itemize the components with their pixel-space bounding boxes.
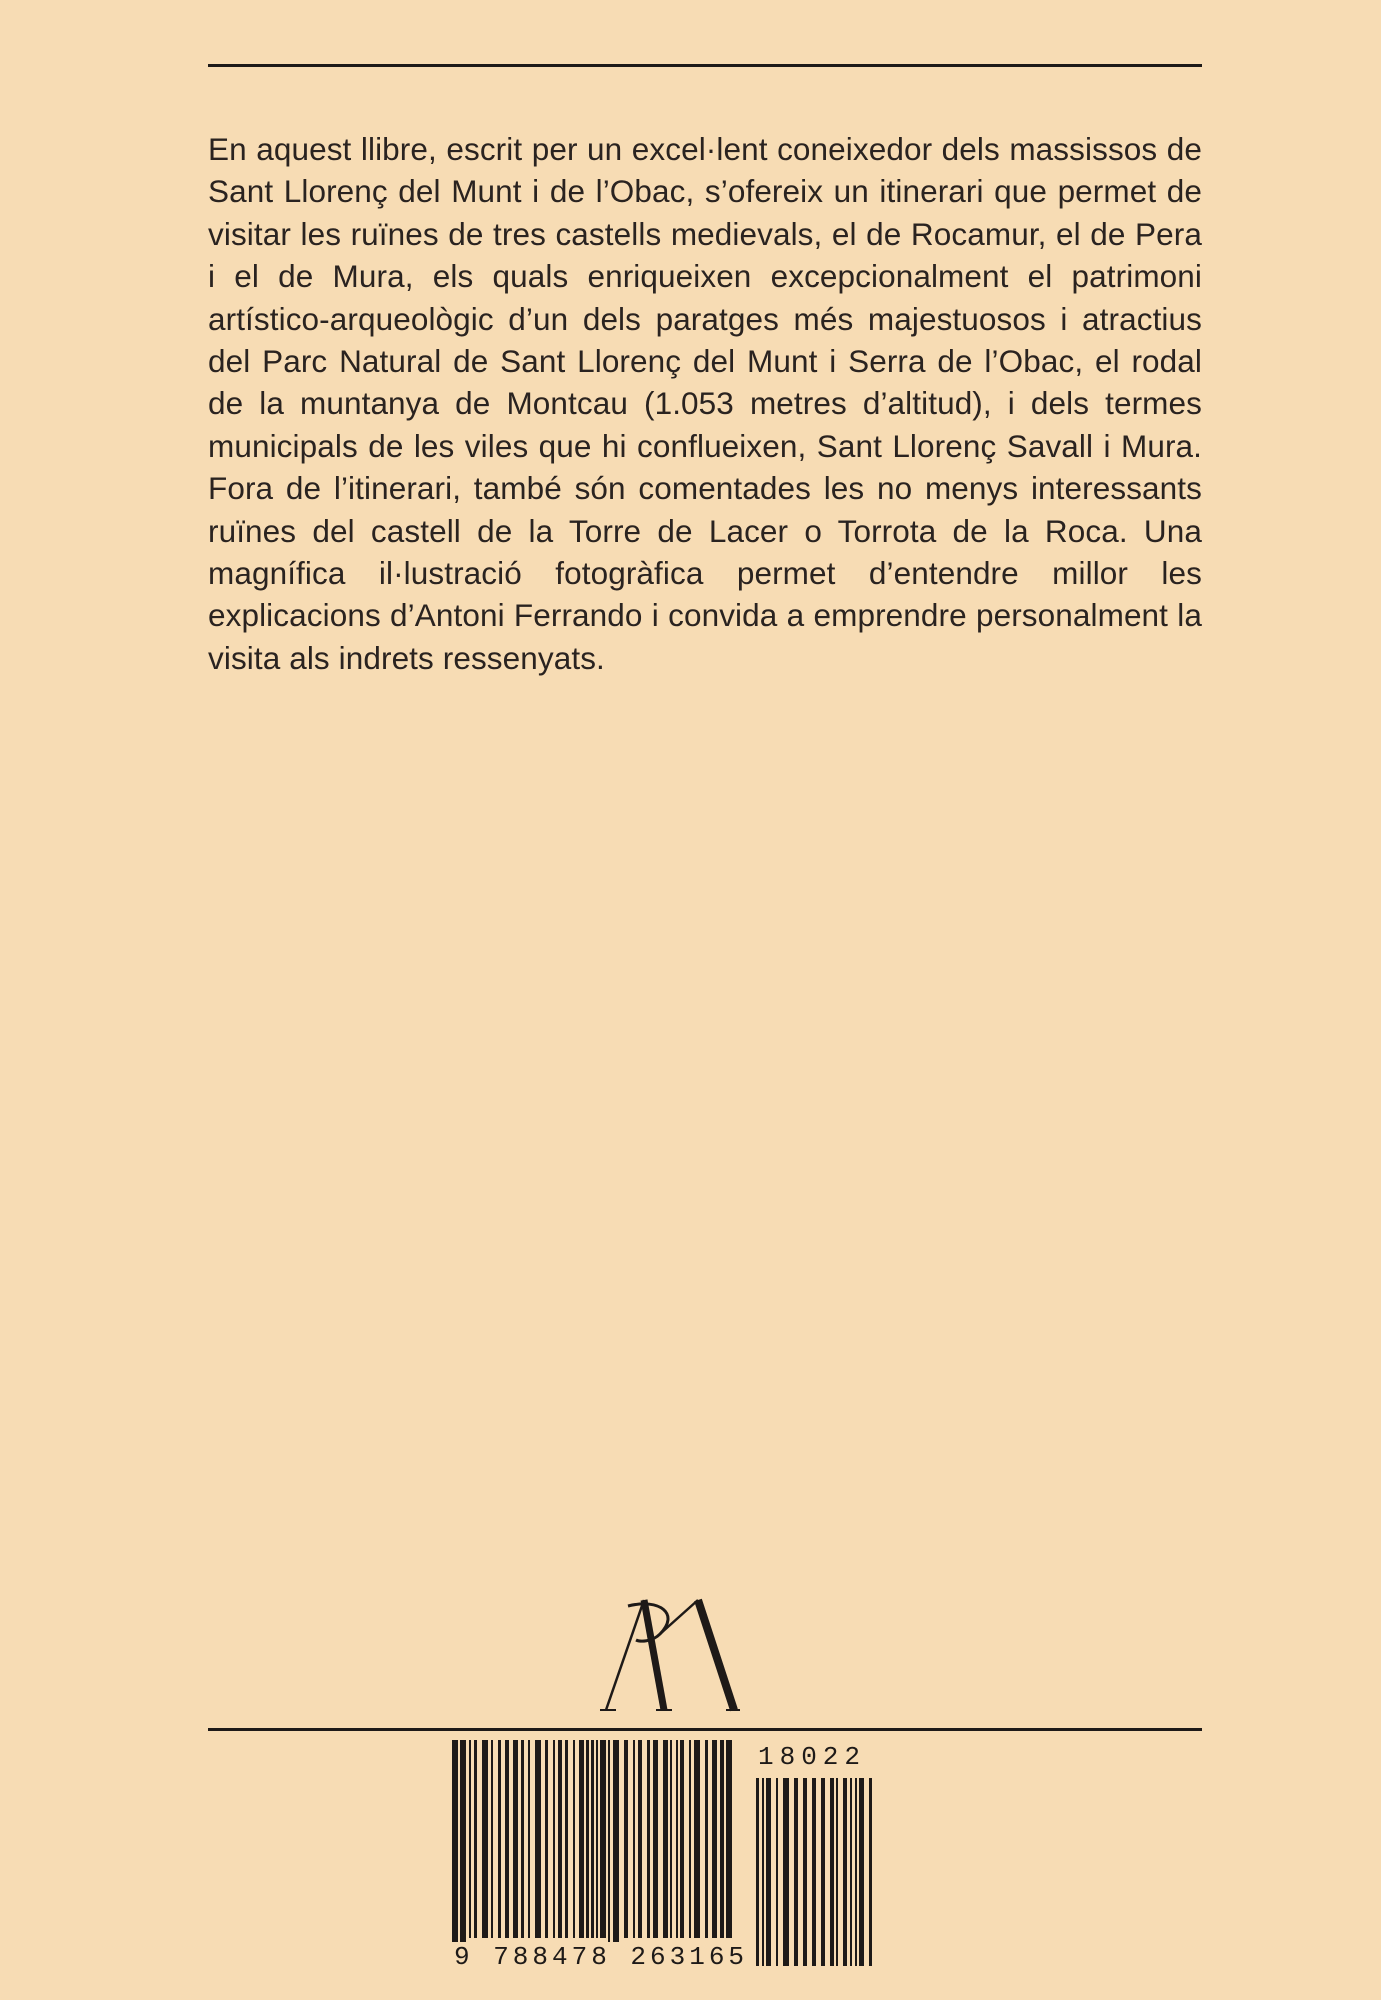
- barcode-bar: [596, 1740, 598, 1938]
- barcode-bar: [474, 1740, 477, 1938]
- barcode-bar: [553, 1740, 555, 1938]
- barcode-bar: [855, 1778, 857, 1966]
- barcode-bar: [624, 1740, 628, 1938]
- barcode-bar: [830, 1778, 834, 1966]
- barcode-bar: [676, 1740, 678, 1938]
- barcode-bar: [600, 1740, 606, 1938]
- barcode-bar: [712, 1740, 717, 1938]
- barcode-bar: [653, 1740, 658, 1938]
- barcode-bar: [720, 1740, 724, 1938]
- barcode-bar: [705, 1740, 708, 1938]
- barcode-bar: [803, 1778, 807, 1966]
- barcode-bar: [647, 1740, 650, 1938]
- barcode-bar: [591, 1740, 594, 1938]
- barcode-bar: [670, 1740, 672, 1938]
- barcode-bar: [821, 1778, 825, 1966]
- barcode: [436, 1738, 886, 1978]
- barcode-bar: [812, 1778, 816, 1966]
- barcode-bar: [558, 1740, 562, 1938]
- barcode-bar: [633, 1740, 635, 1938]
- barcode-bar: [689, 1740, 691, 1938]
- top-rule: [208, 64, 1202, 67]
- barcode-bar: [869, 1778, 872, 1966]
- barcode-bar: [776, 1778, 778, 1966]
- barcode-bar: [836, 1778, 838, 1966]
- barcode-bar: [726, 1740, 732, 1938]
- barcode-bar: [586, 1740, 589, 1938]
- isbn-digits: 9 788478 263165: [454, 1942, 749, 1972]
- barcode-bar: [794, 1778, 798, 1966]
- barcode-bar: [545, 1740, 548, 1938]
- barcode-bar: [638, 1740, 642, 1938]
- barcode-bar: [469, 1740, 471, 1938]
- barcode-bar: [505, 1740, 509, 1938]
- barcode-bar: [766, 1778, 771, 1966]
- barcode-bar: [573, 1740, 575, 1938]
- barcode-bar: [452, 1740, 458, 1952]
- publisher-logo: [600, 1594, 740, 1714]
- addon-digits: 18022: [758, 1742, 867, 1772]
- barcode-bar: [565, 1740, 568, 1938]
- barcode-bar: [663, 1740, 668, 1938]
- barcode-bar: [613, 1740, 619, 1952]
- barcode-bar: [859, 1778, 864, 1966]
- barcode-bar: [482, 1740, 488, 1938]
- barcode-bar: [460, 1740, 466, 1952]
- barcode-bar: [491, 1740, 493, 1938]
- back-cover-blurb: En aquest llibre, escrit per un excel·lent coneixedor dels massissos de Sant Llorenç del Munt i de l’Obac, s’ofereix un itinerari que permet de visitar les ruïnes de tres castells medievals, el de Rocamur, el de Pera i el de Mura, els quals enriqueixen excepcionalment el patrimoni artístico-arqueològic d’un dels paratges més majestuosos i atractius del Parc Natural de Sant Llorenç del Munt i Serra de l’Obac, el rodal de la muntanya de Montcau (1.053 metres d’altitud), i dels termes municipals de les viles que hi conflueixen, Sant Llorenç Savall i Mura. Fora de l’itinerari, també són comentades les no menys interessants ruïnes del castell de la Torre de Lacer o Torrota de la Roca. Una magnífica il·lustració fotogràfica permet d’entendre millor les explicacions d’Antoni Ferrando i convida a emprendre personalment la visita als indrets ressenyats.: [208, 131, 1202, 676]
- barcode-bar: [694, 1740, 700, 1938]
- barcode-bar: [850, 1778, 852, 1966]
- barcode-bar: [513, 1740, 518, 1938]
- barcode-bar: [498, 1740, 501, 1938]
- barcode-bar: [579, 1740, 584, 1938]
- barcode-bar: [521, 1740, 524, 1938]
- barcode-bar: [762, 1778, 764, 1966]
- barcode-bar: [608, 1740, 610, 1952]
- bottom-rule: [208, 1728, 1202, 1731]
- barcode-bar: [680, 1740, 684, 1938]
- barcode-bar: [843, 1778, 847, 1966]
- barcode-bar: [535, 1740, 541, 1938]
- barcode-bar: [756, 1778, 759, 1966]
- barcode-bar: [528, 1740, 530, 1938]
- barcode-bar: [783, 1778, 789, 1966]
